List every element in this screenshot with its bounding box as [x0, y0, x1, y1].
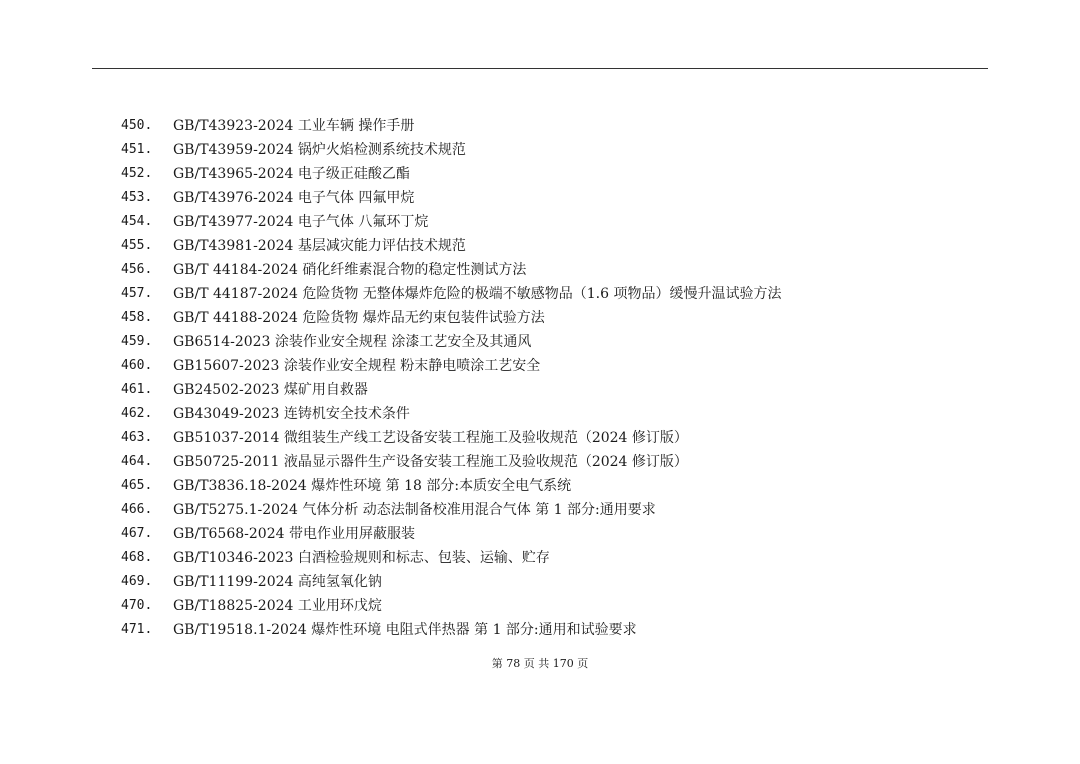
- entry-text: GB/T11199-2024 高纯氢氧化钠: [173, 574, 382, 590]
- list-item: [121, 354, 1021, 378]
- list-item: [121, 426, 1021, 450]
- entry-text: GB/T 44184-2024 硝化纤维素混合物的稳定性测试方法: [173, 262, 527, 278]
- entry-text: GB/T3836.18-2024 爆炸性环境 第 18 部分:本质安全电气系统: [173, 478, 572, 494]
- list-item: [121, 114, 1021, 138]
- entry-text: GB50725-2011 液晶显示器件生产设备安装工程施工及验收规范（2024 修订版）: [173, 454, 688, 470]
- entry-text: GB/T43965-2024 电子级正硅酸乙酯: [173, 166, 410, 182]
- entry-number: 471.: [121, 622, 153, 637]
- entry-text: GB24502-2023 煤矿用自救器: [173, 382, 368, 398]
- entry-text: GB/T18825-2024 工业用环戊烷: [173, 598, 382, 614]
- entry-number: 461.: [121, 382, 153, 397]
- entry-number: 467.: [121, 526, 153, 541]
- entry-number: 454.: [121, 214, 153, 229]
- entry-number: 460.: [121, 358, 153, 373]
- entry-number: 463.: [121, 430, 153, 445]
- list-item: [121, 306, 1021, 330]
- entry-number: 456.: [121, 262, 153, 277]
- entry-text: GB6514-2023 涂装作业安全规程 涂漆工艺安全及其通风: [173, 334, 532, 350]
- list-item: [121, 186, 1021, 210]
- entry-text: GB/T43959-2024 锅炉火焰检测系统技术规范: [173, 142, 466, 158]
- entry-text: GB/T10346-2023 白酒检验规则和标志、包装、运输、贮存: [173, 550, 550, 566]
- standards-list: [121, 114, 1021, 642]
- list-item: [121, 474, 1021, 498]
- list-item: [121, 282, 1021, 306]
- entry-number: 466.: [121, 502, 153, 517]
- list-item: [121, 450, 1021, 474]
- entry-text: GB/T43976-2024 电子气体 四氟甲烷: [173, 190, 415, 206]
- entry-number: 451.: [121, 142, 153, 157]
- list-item: [121, 570, 1021, 594]
- entry-number: 464.: [121, 454, 153, 469]
- entry-number: 457.: [121, 286, 153, 301]
- list-item: [121, 138, 1021, 162]
- entry-text: GB/T6568-2024 带电作业用屏蔽服装: [173, 526, 415, 542]
- entry-number: 452.: [121, 166, 153, 181]
- list-item: [121, 522, 1021, 546]
- entry-number: 455.: [121, 238, 153, 253]
- list-item: [121, 498, 1021, 522]
- entry-text: GB/T43981-2024 基层减灾能力评估技术规范: [173, 238, 466, 254]
- entry-number: 465.: [121, 478, 153, 493]
- entry-text: GB/T 44187-2024 危险货物 无整体爆炸危险的极端不敏感物品（1.6 项物品）缓慢升温试验方法: [173, 286, 782, 302]
- entry-text: GB/T43923-2024 工业车辆 操作手册: [173, 118, 415, 134]
- list-item: [121, 210, 1021, 234]
- entry-text: GB51037-2014 微组装生产线工艺设备安装工程施工及验收规范（2024 修订版）: [173, 430, 688, 446]
- list-item: [121, 546, 1021, 570]
- page-number-footer: 第 78 页 共 170 页: [491, 657, 589, 670]
- entry-number: 459.: [121, 334, 153, 349]
- list-item: [121, 594, 1021, 618]
- entry-text: GB/T43977-2024 电子气体 八氟环丁烷: [173, 214, 429, 230]
- entry-number: 450.: [121, 118, 153, 133]
- entry-number: 470.: [121, 598, 153, 613]
- entry-text: GB/T5275.1-2024 气体分析 动态法制备校准用混合气体 第 1 部分:通用要求: [173, 502, 656, 518]
- entry-number: 453.: [121, 190, 153, 205]
- list-item: [121, 378, 1021, 402]
- list-item: [121, 258, 1021, 282]
- entry-text: GB/T 44188-2024 危险货物 爆炸品无约束包装件试验方法: [173, 310, 545, 326]
- entry-text: GB/T19518.1-2024 爆炸性环境 电阻式伴热器 第 1 部分:通用和试验要求: [173, 622, 637, 638]
- entry-number: 468.: [121, 550, 153, 565]
- header-rule: [92, 68, 988, 69]
- list-item: [121, 330, 1021, 354]
- list-item: [121, 402, 1021, 426]
- list-item: [121, 162, 1021, 186]
- entry-number: 462.: [121, 406, 153, 421]
- entry-text: GB43049-2023 连铸机安全技术条件: [173, 406, 410, 422]
- entry-text: GB15607-2023 涂装作业安全规程 粉末静电喷涂工艺安全: [173, 358, 541, 374]
- entry-number: 469.: [121, 574, 153, 589]
- list-item: [121, 618, 1021, 642]
- list-item: [121, 234, 1021, 258]
- entry-number: 458.: [121, 310, 153, 325]
